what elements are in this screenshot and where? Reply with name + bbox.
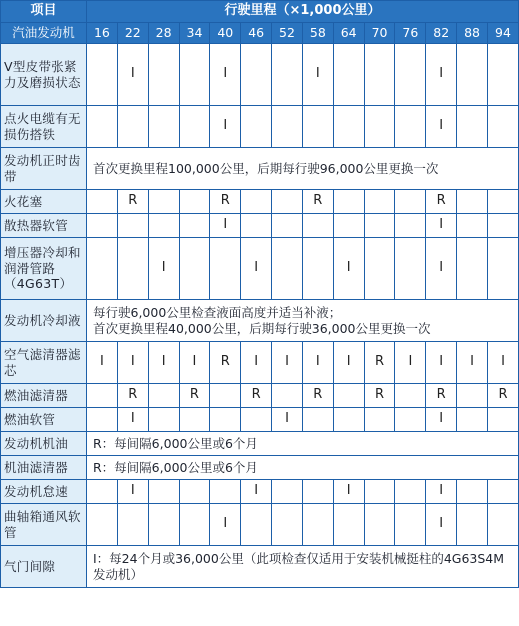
interval-mark — [457, 106, 488, 148]
interval-mark — [487, 44, 518, 106]
interval-mark — [210, 238, 241, 300]
interval-mark: I — [117, 44, 148, 106]
interval-mark: I — [272, 408, 303, 432]
interval-mark — [210, 384, 241, 408]
table-row — [1, 148, 519, 190]
km-column-header: 52 — [272, 23, 303, 44]
interval-mark: I — [426, 504, 457, 546]
interval-mark — [87, 384, 118, 408]
interval-mark — [457, 480, 488, 504]
interval-mark — [148, 408, 179, 432]
interval-mark: R — [426, 190, 457, 214]
interval-mark: I — [241, 342, 272, 384]
table-row — [1, 432, 519, 456]
maintenance-item-label: 发动机怠速 — [1, 480, 87, 504]
interval-mark — [241, 214, 272, 238]
interval-mark — [148, 480, 179, 504]
interval-mark — [87, 504, 118, 546]
interval-mark: I — [87, 342, 118, 384]
maintenance-item-label: 增压器冷却和润滑管路（4G63T） — [1, 238, 87, 300]
interval-mark — [179, 44, 210, 106]
interval-note: R：每间隔6,000公里或6个月 — [87, 432, 519, 456]
table-row — [1, 546, 519, 588]
interval-mark — [457, 238, 488, 300]
interval-mark — [148, 384, 179, 408]
interval-mark: I — [333, 342, 364, 384]
interval-mark — [364, 214, 395, 238]
interval-mark — [241, 190, 272, 214]
interval-mark — [333, 384, 364, 408]
interval-mark: R — [210, 190, 241, 214]
interval-mark — [272, 214, 303, 238]
interval-mark — [364, 44, 395, 106]
interval-mark — [457, 504, 488, 546]
item-column-header: 项目 — [1, 1, 87, 23]
interval-mark — [487, 408, 518, 432]
interval-mark: I — [272, 342, 303, 384]
interval-mark — [364, 480, 395, 504]
interval-mark — [457, 408, 488, 432]
interval-mark: I — [117, 342, 148, 384]
interval-mark — [179, 480, 210, 504]
interval-mark — [148, 190, 179, 214]
interval-mark — [117, 106, 148, 148]
interval-mark: R — [302, 190, 333, 214]
km-column-header: 64 — [333, 23, 364, 44]
km-column-header: 28 — [148, 23, 179, 44]
interval-mark: I — [179, 342, 210, 384]
maintenance-item-label: 机油滤清器 — [1, 456, 87, 480]
interval-mark — [241, 504, 272, 546]
interval-mark — [457, 214, 488, 238]
interval-mark — [395, 190, 426, 214]
interval-mark — [364, 190, 395, 214]
interval-mark — [117, 238, 148, 300]
interval-mark: I — [426, 408, 457, 432]
interval-mark — [302, 214, 333, 238]
table-row — [1, 106, 519, 148]
interval-mark — [87, 408, 118, 432]
interval-mark — [87, 214, 118, 238]
interval-mark: R — [241, 384, 272, 408]
interval-mark — [302, 480, 333, 504]
interval-mark — [302, 238, 333, 300]
interval-mark — [241, 408, 272, 432]
interval-mark — [302, 504, 333, 546]
interval-mark: I — [426, 342, 457, 384]
interval-mark — [395, 238, 426, 300]
table-row — [1, 408, 519, 432]
interval-mark — [179, 408, 210, 432]
interval-mark — [395, 408, 426, 432]
interval-mark: R — [210, 342, 241, 384]
interval-mark — [302, 408, 333, 432]
interval-mark — [210, 408, 241, 432]
interval-mark — [148, 504, 179, 546]
maintenance-item-label: 发动机冷却液 — [1, 300, 87, 342]
interval-mark — [487, 504, 518, 546]
interval-mark — [395, 504, 426, 546]
interval-mark — [87, 238, 118, 300]
interval-mark — [395, 44, 426, 106]
interval-mark — [148, 106, 179, 148]
table-row — [1, 300, 519, 342]
interval-mark: R — [117, 384, 148, 408]
maintenance-item-label: 燃油软管 — [1, 408, 87, 432]
interval-mark: I — [241, 238, 272, 300]
interval-mark: I — [426, 480, 457, 504]
interval-mark — [395, 214, 426, 238]
interval-mark: I — [210, 44, 241, 106]
maintenance-item-label: 发动机机油 — [1, 432, 87, 456]
interval-note: 每行驶6,000公里检查液面高度并适当补液； 首次更换里程40,000公里，后期每行驶36,000公里更换一次 — [87, 300, 519, 342]
interval-mark: I — [148, 238, 179, 300]
interval-mark — [333, 214, 364, 238]
interval-mark — [241, 106, 272, 148]
interval-mark: R — [364, 384, 395, 408]
interval-mark: I — [117, 480, 148, 504]
km-column-header: 16 — [87, 23, 118, 44]
interval-mark: I — [302, 342, 333, 384]
interval-mark — [179, 106, 210, 148]
interval-mark — [487, 214, 518, 238]
interval-mark: I — [426, 44, 457, 106]
interval-mark — [364, 238, 395, 300]
km-column-header: 82 — [426, 23, 457, 44]
table-row — [1, 384, 519, 408]
km-column-header: 58 — [302, 23, 333, 44]
interval-mark — [87, 190, 118, 214]
engine-type-header: 汽油发动机 — [1, 23, 87, 44]
interval-mark — [333, 408, 364, 432]
interval-mark: I — [395, 342, 426, 384]
table-row — [1, 190, 519, 214]
table-row — [1, 456, 519, 480]
interval-mark: I — [241, 480, 272, 504]
interval-mark: I — [148, 342, 179, 384]
interval-mark — [87, 480, 118, 504]
maintenance-item-label: 曲轴箱通风软管 — [1, 504, 87, 546]
interval-mark — [364, 504, 395, 546]
interval-mark: I — [210, 214, 241, 238]
interval-mark — [241, 44, 272, 106]
interval-note: R：每间隔6,000公里或6个月 — [87, 456, 519, 480]
interval-mark — [87, 44, 118, 106]
interval-mark — [179, 504, 210, 546]
interval-mark — [487, 190, 518, 214]
maintenance-item-label: 散热器软管 — [1, 214, 87, 238]
interval-mark — [272, 480, 303, 504]
interval-mark — [148, 44, 179, 106]
interval-mark: I — [210, 106, 241, 148]
header-row-1 — [1, 1, 519, 23]
interval-mark — [179, 190, 210, 214]
table-row — [1, 342, 519, 384]
km-column-header: 40 — [210, 23, 241, 44]
interval-mark — [457, 44, 488, 106]
interval-mark: I — [210, 504, 241, 546]
interval-mark — [272, 504, 303, 546]
interval-mark: I — [457, 342, 488, 384]
header-row-2 — [1, 23, 519, 44]
interval-mark — [457, 190, 488, 214]
maintenance-item-label: V型皮带张紧力及磨损状态 — [1, 44, 87, 106]
interval-mark — [364, 106, 395, 148]
interval-mark — [179, 238, 210, 300]
interval-mark — [333, 504, 364, 546]
interval-mark — [117, 214, 148, 238]
km-column-header: 22 — [117, 23, 148, 44]
interval-mark — [272, 190, 303, 214]
interval-mark: R — [117, 190, 148, 214]
interval-mark — [272, 238, 303, 300]
distance-header: 行驶里程（×1,000公里） — [87, 1, 519, 23]
km-column-header: 46 — [241, 23, 272, 44]
interval-mark — [457, 384, 488, 408]
km-column-header: 76 — [395, 23, 426, 44]
km-column-header: 88 — [457, 23, 488, 44]
interval-mark: I — [117, 408, 148, 432]
table-row — [1, 214, 519, 238]
km-column-header: 70 — [364, 23, 395, 44]
schedule-body — [1, 44, 519, 588]
table-row — [1, 44, 519, 106]
interval-mark — [395, 106, 426, 148]
maintenance-item-label: 点火电缆有无损伤搭铁 — [1, 106, 87, 148]
interval-mark: I — [302, 44, 333, 106]
interval-mark — [487, 106, 518, 148]
interval-mark — [272, 106, 303, 148]
maintenance-item-label: 火花塞 — [1, 190, 87, 214]
interval-mark — [487, 238, 518, 300]
interval-mark — [333, 106, 364, 148]
table-row — [1, 238, 519, 300]
interval-note: I：每24个月或36,000公里（此项检查仅适用于安装机械挺柱的4G63S4M发动机） — [87, 546, 519, 588]
interval-mark: I — [426, 106, 457, 148]
interval-mark — [148, 214, 179, 238]
interval-mark — [487, 480, 518, 504]
interval-mark: R — [364, 342, 395, 384]
interval-mark: I — [333, 480, 364, 504]
interval-mark: R — [179, 384, 210, 408]
interval-mark — [395, 384, 426, 408]
interval-mark — [333, 190, 364, 214]
maintenance-item-label: 发动机正时齿带 — [1, 148, 87, 190]
interval-mark — [364, 408, 395, 432]
maintenance-item-label: 空气滤清器滤芯 — [1, 342, 87, 384]
interval-mark: I — [487, 342, 518, 384]
km-column-header: 94 — [487, 23, 518, 44]
maintenance-item-label: 气门间隙 — [1, 546, 87, 588]
interval-mark: R — [426, 384, 457, 408]
interval-mark — [117, 504, 148, 546]
km-column-header: 34 — [179, 23, 210, 44]
interval-note: 首次更换里程100,000公里，后期每行驶96,000公里更换一次 — [87, 148, 519, 190]
interval-mark — [333, 44, 364, 106]
interval-mark — [210, 480, 241, 504]
interval-mark — [272, 384, 303, 408]
interval-mark: I — [426, 238, 457, 300]
interval-mark — [302, 106, 333, 148]
interval-mark: I — [333, 238, 364, 300]
interval-mark — [272, 44, 303, 106]
interval-mark: R — [302, 384, 333, 408]
interval-mark: R — [487, 384, 518, 408]
table-row — [1, 480, 519, 504]
interval-mark — [179, 214, 210, 238]
maintenance-item-label: 燃油滤清器 — [1, 384, 87, 408]
table-row — [1, 504, 519, 546]
interval-mark: I — [426, 214, 457, 238]
interval-mark — [87, 106, 118, 148]
interval-mark — [395, 480, 426, 504]
